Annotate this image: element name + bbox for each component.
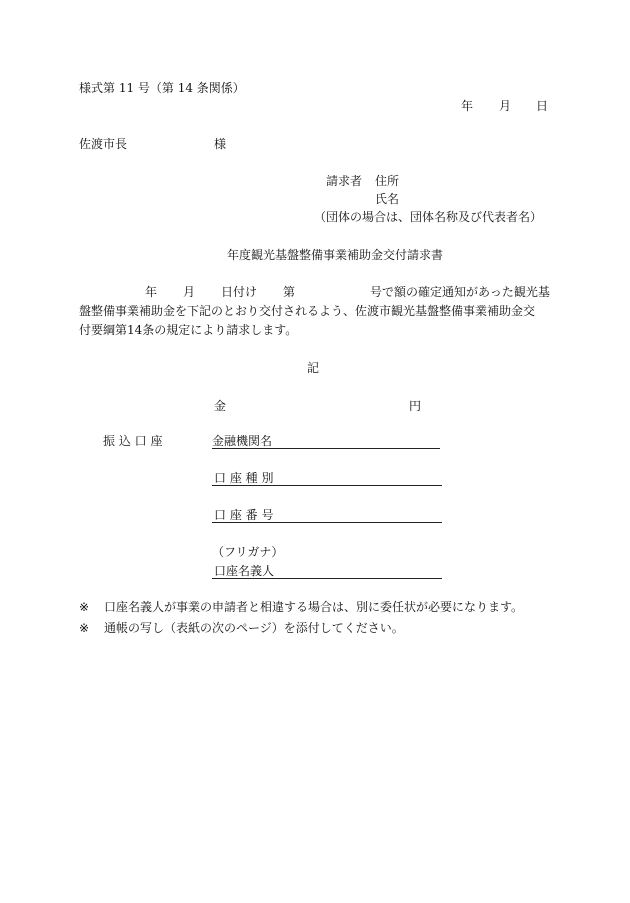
addressee-honorific: 様 — [214, 137, 227, 151]
applicant-name-label: 氏名 — [375, 192, 400, 206]
ki-mark: 記 — [307, 361, 320, 375]
document-title: 年度観光基盤整備事業補助金交付請求書 — [227, 248, 444, 262]
institution-label: 金融機関名 — [212, 434, 273, 448]
body-dated: 日付け — [221, 285, 258, 299]
body-line2: 盤整備事業補助金を下記のとおり交付されるよう、佐渡市観光基盤整備事業補助金交 — [79, 304, 536, 318]
form-number: 様式第 11 号（第 14 条関係） — [79, 81, 245, 95]
institution-underline — [212, 448, 440, 449]
amount-label: 金 — [214, 399, 227, 413]
account-number-underline — [212, 522, 442, 523]
date-month-label: 月 — [499, 99, 512, 113]
bank-heading: 振 込 口 座 — [103, 434, 163, 448]
date-year-label: 年 — [461, 99, 474, 113]
applicant-label: 請求者 — [326, 174, 363, 188]
body-year: 年 — [145, 285, 158, 299]
note-2-mark: ※ — [79, 621, 90, 635]
applicant-address-label: 住所 — [375, 174, 400, 188]
account-holder-underline — [212, 578, 442, 579]
account-type-label: 口 座 種 別 — [214, 471, 274, 485]
note-2-text: 通帳の写し（表紙の次のページ）を添付してください。 — [104, 621, 404, 635]
account-number-label: 口 座 番 号 — [214, 508, 274, 522]
note-1-mark: ※ — [79, 600, 90, 614]
account-holder-label: 口座名義人 — [214, 564, 275, 578]
body-line3: 付要綱第14条の規定により請求します。 — [79, 323, 298, 337]
note-1-text: 口座名義人が事業の申請者と相違する場合は、別に委任状が必要になります。 — [104, 600, 524, 614]
addressee-title: 佐渡市長 — [79, 137, 128, 151]
furigana-label: （フリガナ） — [212, 545, 284, 559]
applicant-note: （団体の場合は、団体名称及び代表者名） — [314, 210, 543, 224]
body-month: 月 — [183, 285, 196, 299]
account-type-underline — [212, 485, 442, 486]
body-line1-rest: 号で額の確定通知があった観光基 — [370, 285, 550, 299]
body-dai: 第 — [283, 285, 296, 299]
amount-unit: 円 — [409, 399, 422, 413]
date-day-label: 日 — [536, 99, 549, 113]
